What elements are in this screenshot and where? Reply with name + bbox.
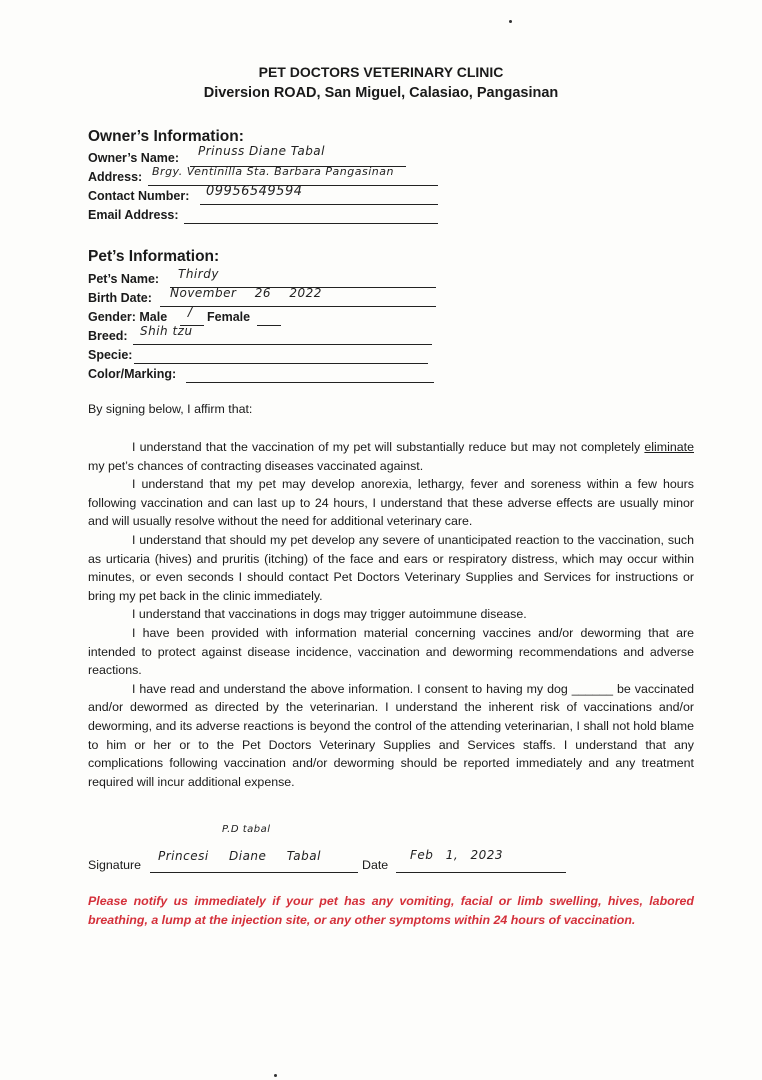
date-label: Date (362, 858, 389, 872)
consent-paragraph-6 (88, 680, 694, 792)
consent-paragraph-2: I understand that my pet may develop anorexia, lethargy, fever and soreness within a few hours following vaccination and can last up to 24 hours, I understand that these adverse effects are usually minor and will usually resolve without the need for additional veterinary care. (88, 477, 694, 529)
consent-paragraph-4: I understand that vaccinations in dogs may trigger autoimmune disease. (132, 607, 527, 622)
color-line[interactable] (186, 382, 434, 383)
breed-value[interactable]: Shih tzu (140, 324, 193, 338)
dog-name-blank[interactable]: ______ (571, 681, 614, 696)
date-value[interactable]: Feb 1, 2023 (410, 848, 504, 862)
signature-initials: P.D tabal (222, 824, 271, 835)
pet-name-label: Pet’s Name: (88, 272, 160, 286)
contact-line (200, 204, 438, 205)
signature-value[interactable]: Princesi Diane Tabal (158, 849, 321, 863)
consent-paragraph-5: I have been provided with information material concerning vaccines and/or deworming that are intended to protect against disease incidence, vaccination and deworming recommendations and adverse reactions. (88, 625, 694, 678)
address-value[interactable]: Brgy. Ventinilla Sta. Barbara Pangasinan (152, 165, 394, 178)
email-label: Email Address: (88, 208, 179, 222)
address-label: Address: (88, 170, 143, 184)
clinic-name: PET DOCTORS VETERINARY CLINIC (258, 64, 504, 80)
p1-underlined-word: eliminate (644, 440, 694, 454)
clinic-address: Diversion ROAD, San Miguel, Calasiao, Pangasinan (203, 85, 559, 101)
owner-heading: Owner’s Information: (88, 128, 244, 145)
date-line (396, 872, 566, 873)
female-line[interactable] (257, 325, 281, 326)
breed-label: Breed: (88, 329, 128, 343)
signature-label: Signature (88, 858, 142, 872)
p1-text-start: I understand that the vaccination of my pet will substantially reduce but may not completely (132, 440, 645, 454)
p6-text-start: I have read and understand the above information. I consent to having my dog (132, 681, 568, 696)
pet-heading: Pet’s Information: (88, 248, 220, 265)
consent-paragraph-1 (88, 438, 694, 475)
signature-line (150, 872, 358, 873)
owner-name-value[interactable]: Prinuss Diane Tabal (198, 144, 325, 158)
consent-intro: By signing below, I affirm that: (88, 402, 253, 416)
p6-text-end: be vaccinated and/or dewormed as directed by the veterinarian. I understand the inherent risk of vaccinations and/or deworming, and its adverse reactions is beyond the control of the attending veterinarian, I shall not hold blame to him or her or to the Pet Doctors Veterinary Supplies and Services staffs. I understand that any complications following vaccination and/or deworming should be reported immediately and any treatment required will incur additional expense. (88, 681, 694, 789)
breed-line (133, 344, 432, 345)
contact-value[interactable]: 09956549594 (206, 184, 303, 199)
pet-name-value[interactable]: Thirdy (178, 267, 219, 281)
owner-name-label: Owner’s Name: (88, 151, 180, 165)
specie-line[interactable] (134, 363, 428, 364)
notice-text: Please notify us immediately if your pet has any vomiting, facial or limb swelling, hives, labored breathing, a lump at the injection site, or any other symptoms within 24 hours of vaccination. (88, 894, 694, 927)
scan-speck (509, 20, 512, 23)
consent-paragraph-3: I understand that should my pet develop any severe of unanticipated reaction to the vaccination, such as urticaria (hives) and pruritis (itching) of the face and ears or respiratory distress, which may occur within minutes, or even seconds I should contact Pet Doctors Veterinary Supplies and Services for instructions or bring my pet back in the clinic immediately. (88, 532, 694, 603)
contact-label: Contact Number: (88, 189, 190, 203)
female-label: Female (207, 310, 251, 324)
gender-label: Gender: Male (88, 310, 168, 324)
birth-date-value[interactable]: November 26 2022 (170, 286, 322, 300)
consent-body (88, 438, 694, 791)
birth-date-line (160, 306, 436, 307)
color-label: Color/Marking: (88, 367, 177, 381)
scan-speck (274, 1074, 277, 1077)
email-line[interactable] (184, 223, 438, 224)
male-check-mark: / (188, 305, 193, 320)
birth-date-label: Birth Date: (88, 291, 152, 305)
specie-label: Specie: (88, 348, 133, 362)
p1-text-end: my pet’s chances of contracting diseases vaccinated against. (88, 458, 424, 473)
